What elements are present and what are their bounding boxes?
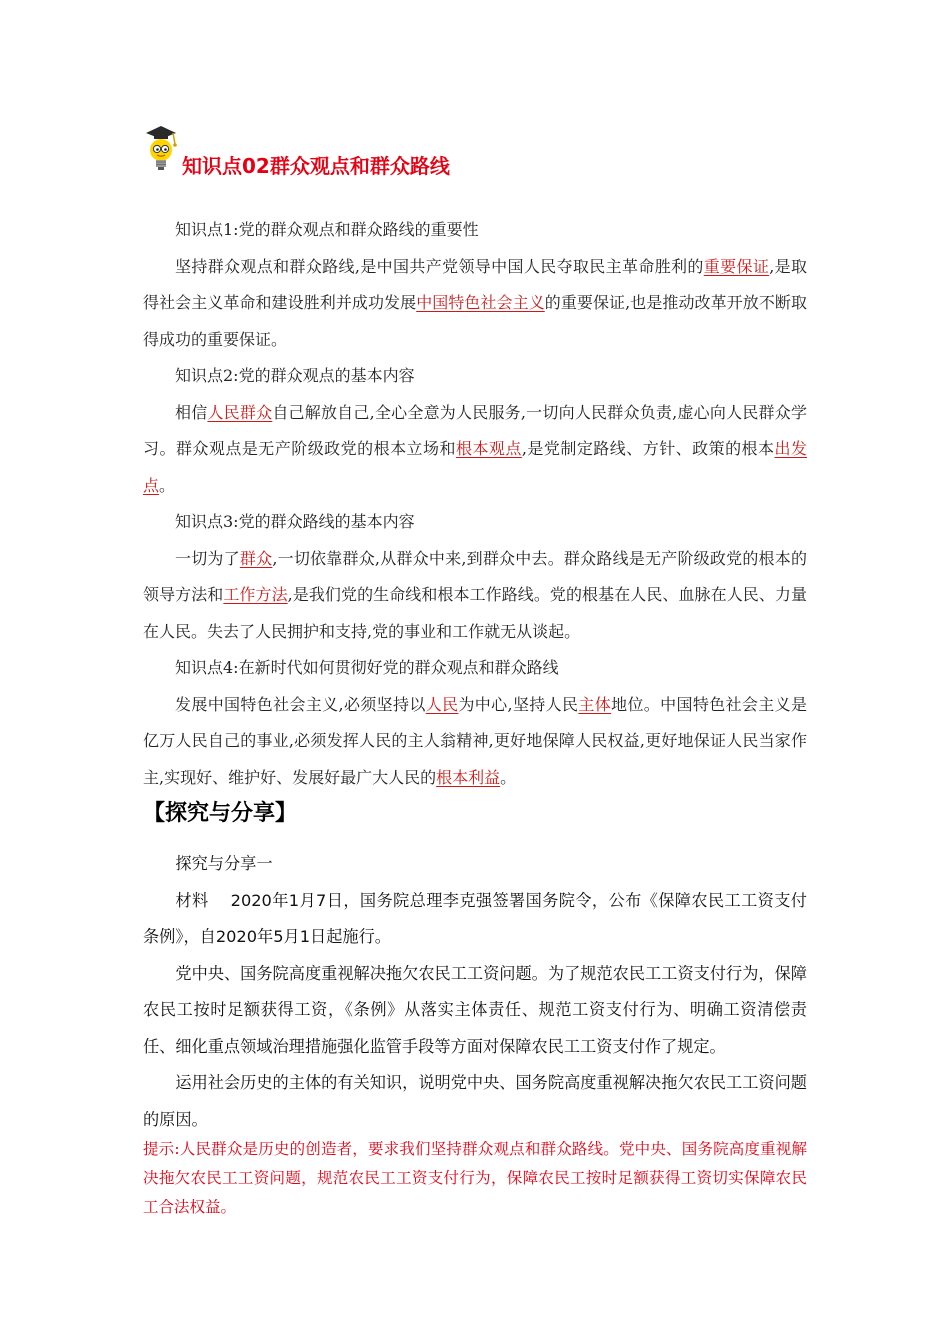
- fill-blank-answer: 中国特色社会主义: [416, 293, 545, 312]
- question-paragraph: 运用社会历史的主体的有关知识，说明党中央、国务院高度重视解决拖欠农民工工资问题的原因。: [143, 1073, 807, 1129]
- explore-share-block: [143, 846, 807, 1138]
- fill-blank-answer: 人民: [425, 694, 459, 714]
- fill-blank-answer: 群众: [239, 548, 273, 568]
- material-paragraph: 材料 2020年1月7日，国务院总理李克强签署国务院令，公布《保障农民工工资支付条例》，自2020年5月1日起施行。: [143, 890, 807, 946]
- fill-blank-answer: 出发点: [143, 439, 807, 495]
- explore-share-heading: 【探究与分享】: [143, 801, 298, 826]
- explore-subtitle: 探究与分享一: [175, 854, 273, 873]
- answer-hint: 提示:人民群众是历史的创造者，要求我们坚持群众观点和群众路线。党中央、国务院高度重视解决拖欠农民工工资问题，规范农民工工资支付行为，保障农民工按时足额获得工资切实保障农民工合法权益。: [143, 1140, 807, 1216]
- knowledge-point-1-label: 知识点1:党的群众观点和群众路线的重要性: [175, 220, 479, 239]
- knowledge-points: [143, 212, 807, 796]
- knowledge-point-2-text: 相信人民群众自己解放自己,全心全意为人民服务,一切向人民群众负责,虚心向人民群众学习。群众观点是无产阶级政党的根本立场和根本观点,是党制定路线、方针、政策的根本出发点。: [143, 402, 807, 495]
- fill-blank-answer: 人民群众: [207, 402, 273, 422]
- fill-blank-answer: 根本观点: [455, 439, 522, 458]
- fill-blank-answer: 根本利益: [436, 767, 501, 787]
- fill-blank-answer: 重要保证: [703, 256, 770, 276]
- knowledge-point-2-label: 知识点2:党的群众观点的基本内容: [175, 366, 415, 385]
- scholar-bulb-icon: [142, 124, 180, 174]
- knowledge-point-4-text: 发展中国特色社会主义,必须坚持以人民为中心,坚持人民主体地位。中国特色社会主义是亿万人民自己的事业,必须发挥人民的主人翁精神,更好地保障人民权益,更好地保证人民当家作主,实现好、维护好、发展好最广大人民的根本利益。: [143, 694, 807, 787]
- fill-blank-answer: 主体: [578, 694, 612, 714]
- material-detail-paragraph: 党中央、国务院高度重视解决拖欠农民工工资问题。为了规范农民工工资支付行为，保障农民工按时足额获得工资，《条例》从落实主体责任、规范工资支付行为、明确工资清偿责任、细化重点领域治理措施强化监管手段等方面对保障农民工工资支付作了规定。: [143, 963, 807, 1056]
- knowledge-point-3-label: 知识点3:党的群众路线的基本内容: [175, 512, 415, 531]
- fill-blank-answer: 工作方法: [223, 585, 288, 604]
- knowledge-point-3-text: 一切为了群众,一切依靠群众,从群众中来,到群众中去。群众路线是无产阶级政党的根本的领导方法和工作方法,是我们党的生命线和根本工作路线。党的根基在人民、血脉在人民、力量在人民。失去了人民拥护和支持,党的事业和工作就无从谈起。: [143, 548, 807, 641]
- section-title: 知识点02群众观点和群众路线: [182, 154, 450, 178]
- knowledge-point-4-label: 知识点4:在新时代如何贯彻好党的群众观点和群众路线: [175, 658, 559, 677]
- knowledge-point-1-text: 坚持群众观点和群众路线,是中国共产党领导中国人民夺取民主革命胜利的重要保证,是取得社会主义革命和建设胜利并成功发展中国特色社会主义的重要保证,也是推动改革开放不断取得成功的重要保证。: [143, 256, 807, 349]
